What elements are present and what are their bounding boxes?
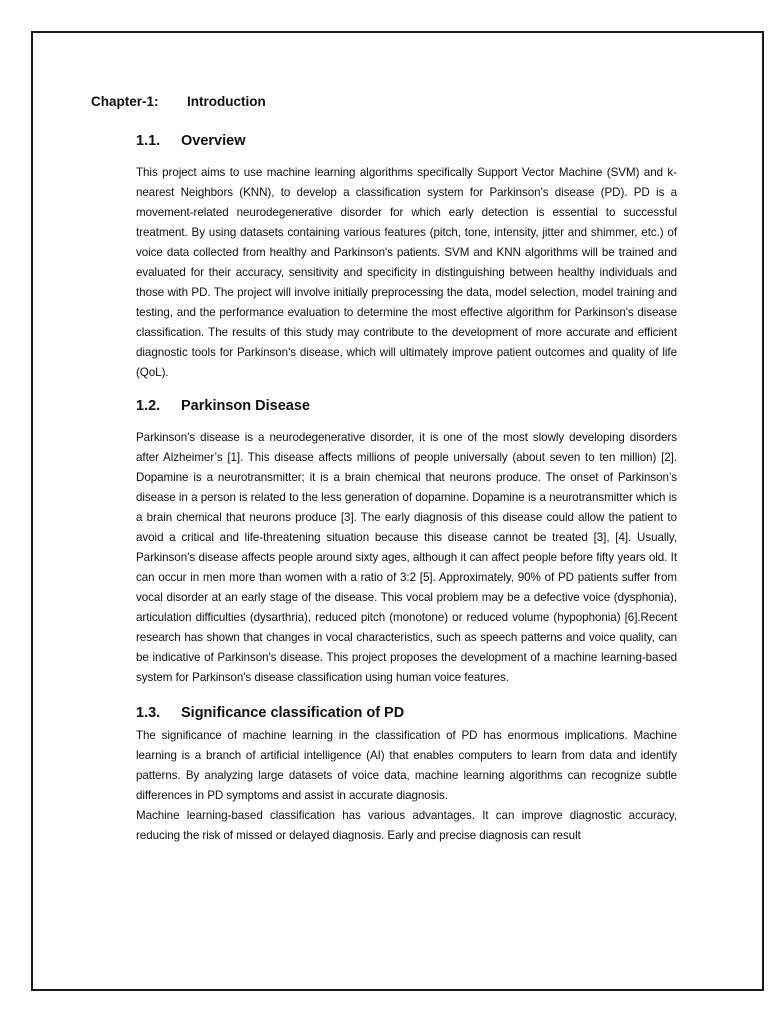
parkinson-disease-paragraph: Parkinson’s disease is a neurodegenerative disorder, it is one of the most slowly developing disorders after Alzheimer’s [1]. This disease affects millions of people universally (about seven to ten million) [2]. Dopamine is a neurotransmitter; it is a brain chemical that neurons produce. The onset of Parkinson’s disease in a person is related to the less generation of dopamine. Dopamine is a neurotransmitter which is a brain chemical that neurons produce [3]. The early diagnosis of this disease could allow the patient to avoid a critical and life-threatening situation because this disease cannot be treated [3], [4]. Usually, Parkinson’s disease affects people around sixty ages, although it can affect people before fifty years old. It can occur in men more than women with a ratio of 3:2 [5]. Approximately, 90% of PD patients suffer from vocal disorder at an early stage of the disease. This vocal problem may be a defective voice (dysphonia), articulation difficulties (dysarthria), reduced pitch (monotone) or reduced volume (hypophonia) [6].Recent research has shown that changes in vocal characteristics, such as speech patterns and voice quality, can be indicative of Parkinson's disease. This project proposes the development of a machine learning-based system for Parkinson's disease classification using human voice features. (136, 431, 677, 684)
significance-paragraph-continued: Machine learning-based classification has various advantages. It can improve diagnostic accuracy, reducing the risk of missed or delayed diagnosis. Early and precise diagnosis can result (136, 809, 677, 842)
chapter-heading (91, 94, 266, 109)
section-number: 1.2. (136, 398, 161, 414)
section-number: 1.3. (136, 705, 161, 721)
section-number: 1.1. (136, 133, 161, 149)
section-heading-parkinson-disease (136, 393, 677, 419)
overview-paragraph: This project aims to use machine learning algorithms specifically Support Vector Machine (SVM) and k-nearest Neighbors (KNN), to develop a classification system for Parkinson's disease (PD). PD is a movement-related neurodegenerative disorder for which early detection is essential to successful treatment. By using datasets containing various features (pitch, tone, intensity, jitter and shimmer, etc.) of voice data collected from healthy and Parkinson's patients. SVM and KNN algorithms will be trained and evaluated for their accuracy, sensitivity and specificity in distinguishing between healthy individuals and those with PD. The project will involve initially preprocessing the data, model selection, model training and testing, and the performance evaluation to determine the most effective algorithm for Parkinson's disease classification. The results of this study may contribute to the development of more accurate and efficient diagnostic tools for Parkinson's disease, which will ultimately improve patient outcomes and quality of life (QoL). (136, 166, 677, 379)
chapter-title: Introduction (187, 94, 266, 109)
section-title: Overview (181, 133, 246, 149)
chapter-number: Chapter-1: (91, 94, 159, 109)
section-heading-overview (136, 128, 677, 154)
section-title: Significance classification of PD (181, 705, 405, 721)
document-body (136, 128, 677, 846)
section-heading-significance (136, 700, 677, 726)
significance-paragraph: The significance of machine learning in the classification of PD has enormous implications. Machine learning is a branch of artificial intelligence (AI) that enables computers to learn from data and identify patterns. By analyzing large datasets of voice data, machine learning algorithms can recognize subtle differences in PD symptoms and assist in accurate diagnosis. (136, 729, 677, 802)
section-title: Parkinson Disease (181, 398, 310, 414)
